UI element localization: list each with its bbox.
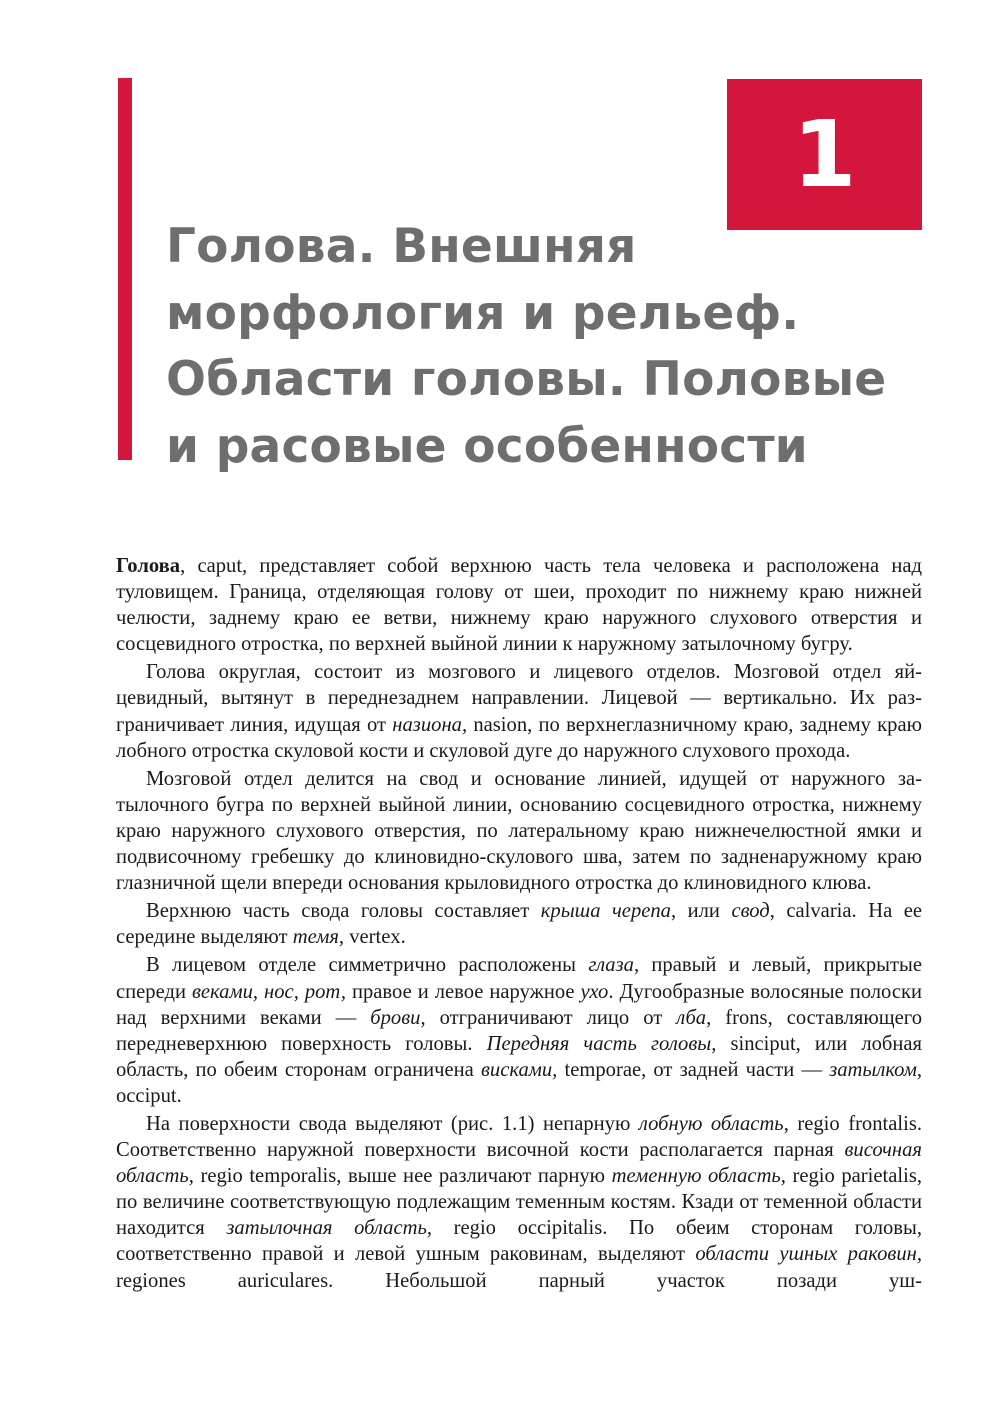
paragraph: [116, 766, 922, 896]
italic-term: назиона,: [392, 713, 468, 736]
text-run: , отграничивают лицо от: [420, 1006, 677, 1029]
chapter-title-line: Голова. Внешняя: [166, 219, 637, 274]
text-run: Мозговой отдел делится на свод и основание линией, идущей от наружного затылочного бугра по верхней выйной линии, основанию сосцевидного отростка, нижнему краю наружного слухового отверстия, по латеральному краю нижнечелюстной ямки и подвисочному гребешку до клиновидно-скулового шва, затем по задненаружному краю глазничной щели впереди основания крыловидного отростка до клиновидного клюва.: [116, 767, 922, 895]
text-run: frons, составляющего передневерхнюю поверхность головы.: [116, 1006, 923, 1055]
italic-term: свод: [731, 900, 770, 923]
text-run: vertex.: [344, 926, 406, 949]
italic-term: Передняя часть головы,: [486, 1032, 717, 1055]
chapter-title-line: морфология и рельеф.: [166, 285, 800, 341]
chapter-title-line: и расовые особенности: [166, 418, 808, 474]
paragraph: [116, 659, 922, 763]
text-run: , или: [670, 900, 732, 923]
chapter-accent-bar: [118, 78, 132, 460]
italic-term: темя,: [292, 926, 345, 949]
paragraph: [116, 553, 922, 657]
text-run: , правый и левый, прикрытые спереди: [116, 954, 922, 1003]
italic-term: теменную область,: [611, 1165, 786, 1188]
italic-term: затылочная область,: [226, 1217, 433, 1240]
text-run: regio occipitalis. По обеим сторонам головы, соответственно правой и левой ушным раковинам, выделяют: [116, 1217, 922, 1266]
text-run: правое и левое наружное: [345, 980, 581, 1003]
italic-term: лба,: [676, 1006, 712, 1029]
text-run: На поверхности свода выделяют (рис. 1.1) непарную: [146, 1112, 639, 1135]
italic-term: глаза: [588, 954, 634, 977]
italic-term: веками, нос, рот,: [191, 980, 346, 1003]
text-run: Верхнюю часть свода головы составляет: [146, 900, 541, 923]
text-run: temporae, от задней части —: [557, 1058, 830, 1081]
italic-term: височная область,: [116, 1139, 922, 1188]
chapter-title-line: Области головы. Половые: [166, 352, 887, 407]
italic-term: затылком,: [829, 1058, 922, 1081]
italic-term: лобную область: [638, 1112, 784, 1135]
text-run: regio temporalis, выше нее различают парную: [193, 1165, 612, 1188]
body-text: [116, 553, 922, 1296]
italic-term: крыша черепа: [540, 900, 671, 923]
paragraph: [116, 952, 922, 1109]
text-run: occiput.: [116, 1084, 182, 1107]
text-run: , regio frontalis. Соответственно наружной поверхности височной кости располагается парная: [116, 1112, 922, 1162]
text-run: sinciput, или лобная область, по обеим сторонам ограничена: [116, 1032, 922, 1081]
text-run: Голова округлая, состоит из мозгового и лицевого отделов. Мозговой отдел яйцевидный, вытянут в переднезаднем направлении. Лицевой — вертикально. Их разграничивает линия, идущая от: [116, 661, 922, 736]
text-run: nasion, по верхнеглазничному краю, заднему краю лобного отростка скуловой кости и скуловой дуге до наружного слухового прохода.: [116, 713, 922, 762]
text-run: regio parietalis, по величине соответствующую подлежащим теменным костям. Кзади от теменной области находится: [116, 1165, 922, 1240]
paragraph: [116, 1111, 922, 1294]
bold-term: Голова: [116, 555, 181, 577]
text-run: В лицевом отделе симметрично расположены: [146, 954, 589, 977]
text-run: , calvaria. На ее середине выделяют: [116, 900, 922, 949]
chapter-number: 1: [792, 100, 857, 208]
text-run: regiones auriculares. Небольшой парный участок позади уш-: [116, 1269, 922, 1292]
italic-term: области ушных раковин,: [695, 1243, 922, 1266]
chapter-title: [166, 214, 966, 480]
italic-term: висками,: [480, 1058, 558, 1081]
italic-term: ухо: [580, 980, 609, 1003]
paragraph: [116, 898, 922, 950]
text-run: . Дугообразные волосяные полоски над верхними веками —: [116, 980, 922, 1029]
chapter-number-box: [727, 79, 922, 230]
text-run: , caput, представляет собой верхнюю часть тела человека и расположена над туловищем. Граница, отделяющая голову от шеи, проходит по нижнему краю нижней челюсти, заднему краю ее ветви, нижнему краю наружного слухового отверстия и сосцевидного отростка, по верхней выйной линии к наружному затылочному бугру.: [116, 555, 922, 656]
italic-term: брови: [370, 1006, 421, 1029]
